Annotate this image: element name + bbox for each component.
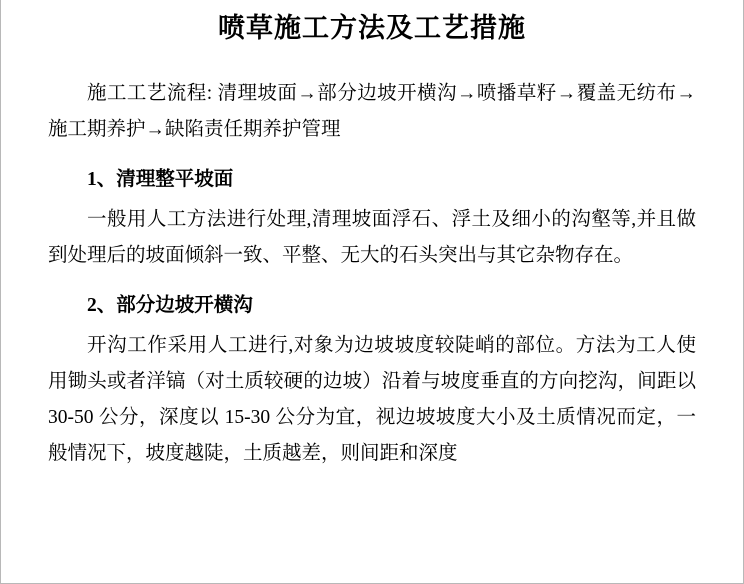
section-1-paragraph: 一般用人工方法进行处理,清理坡面浮石、浮土及细小的沟壑等,并且做到处理后的坡面倾斜一致、平整、无大的石头突出与其它杂物存在。 — [48, 209, 696, 266]
document-body — [0, 76, 744, 472]
section-2-paragraph: 开沟工作采用人工进行,对象为边坡坡度较陡峭的部位。方法为工人使用锄头或者洋镐（对土质较硬的边坡）沿着与坡度垂直的方向挖沟，间距以 30-50 公分，深度以 15-30 公分为宜，视边坡坡度大小及土质情况而定，一般情况下，坡度越陡，土质越差，则间距和深度 — [48, 335, 696, 464]
page-title: 喷草施工方法及工艺措施 — [218, 13, 526, 43]
section-heading-2: 2、部分边坡开横沟 — [87, 295, 253, 316]
process-flow-paragraph: 施工工艺流程: 清理坡面→部分边坡开横沟→喷播草籽→覆盖无纺布→施工期养护→缺陷责任期养护管理 — [48, 83, 696, 140]
section-heading-1: 1、清理整平坡面 — [87, 169, 234, 190]
